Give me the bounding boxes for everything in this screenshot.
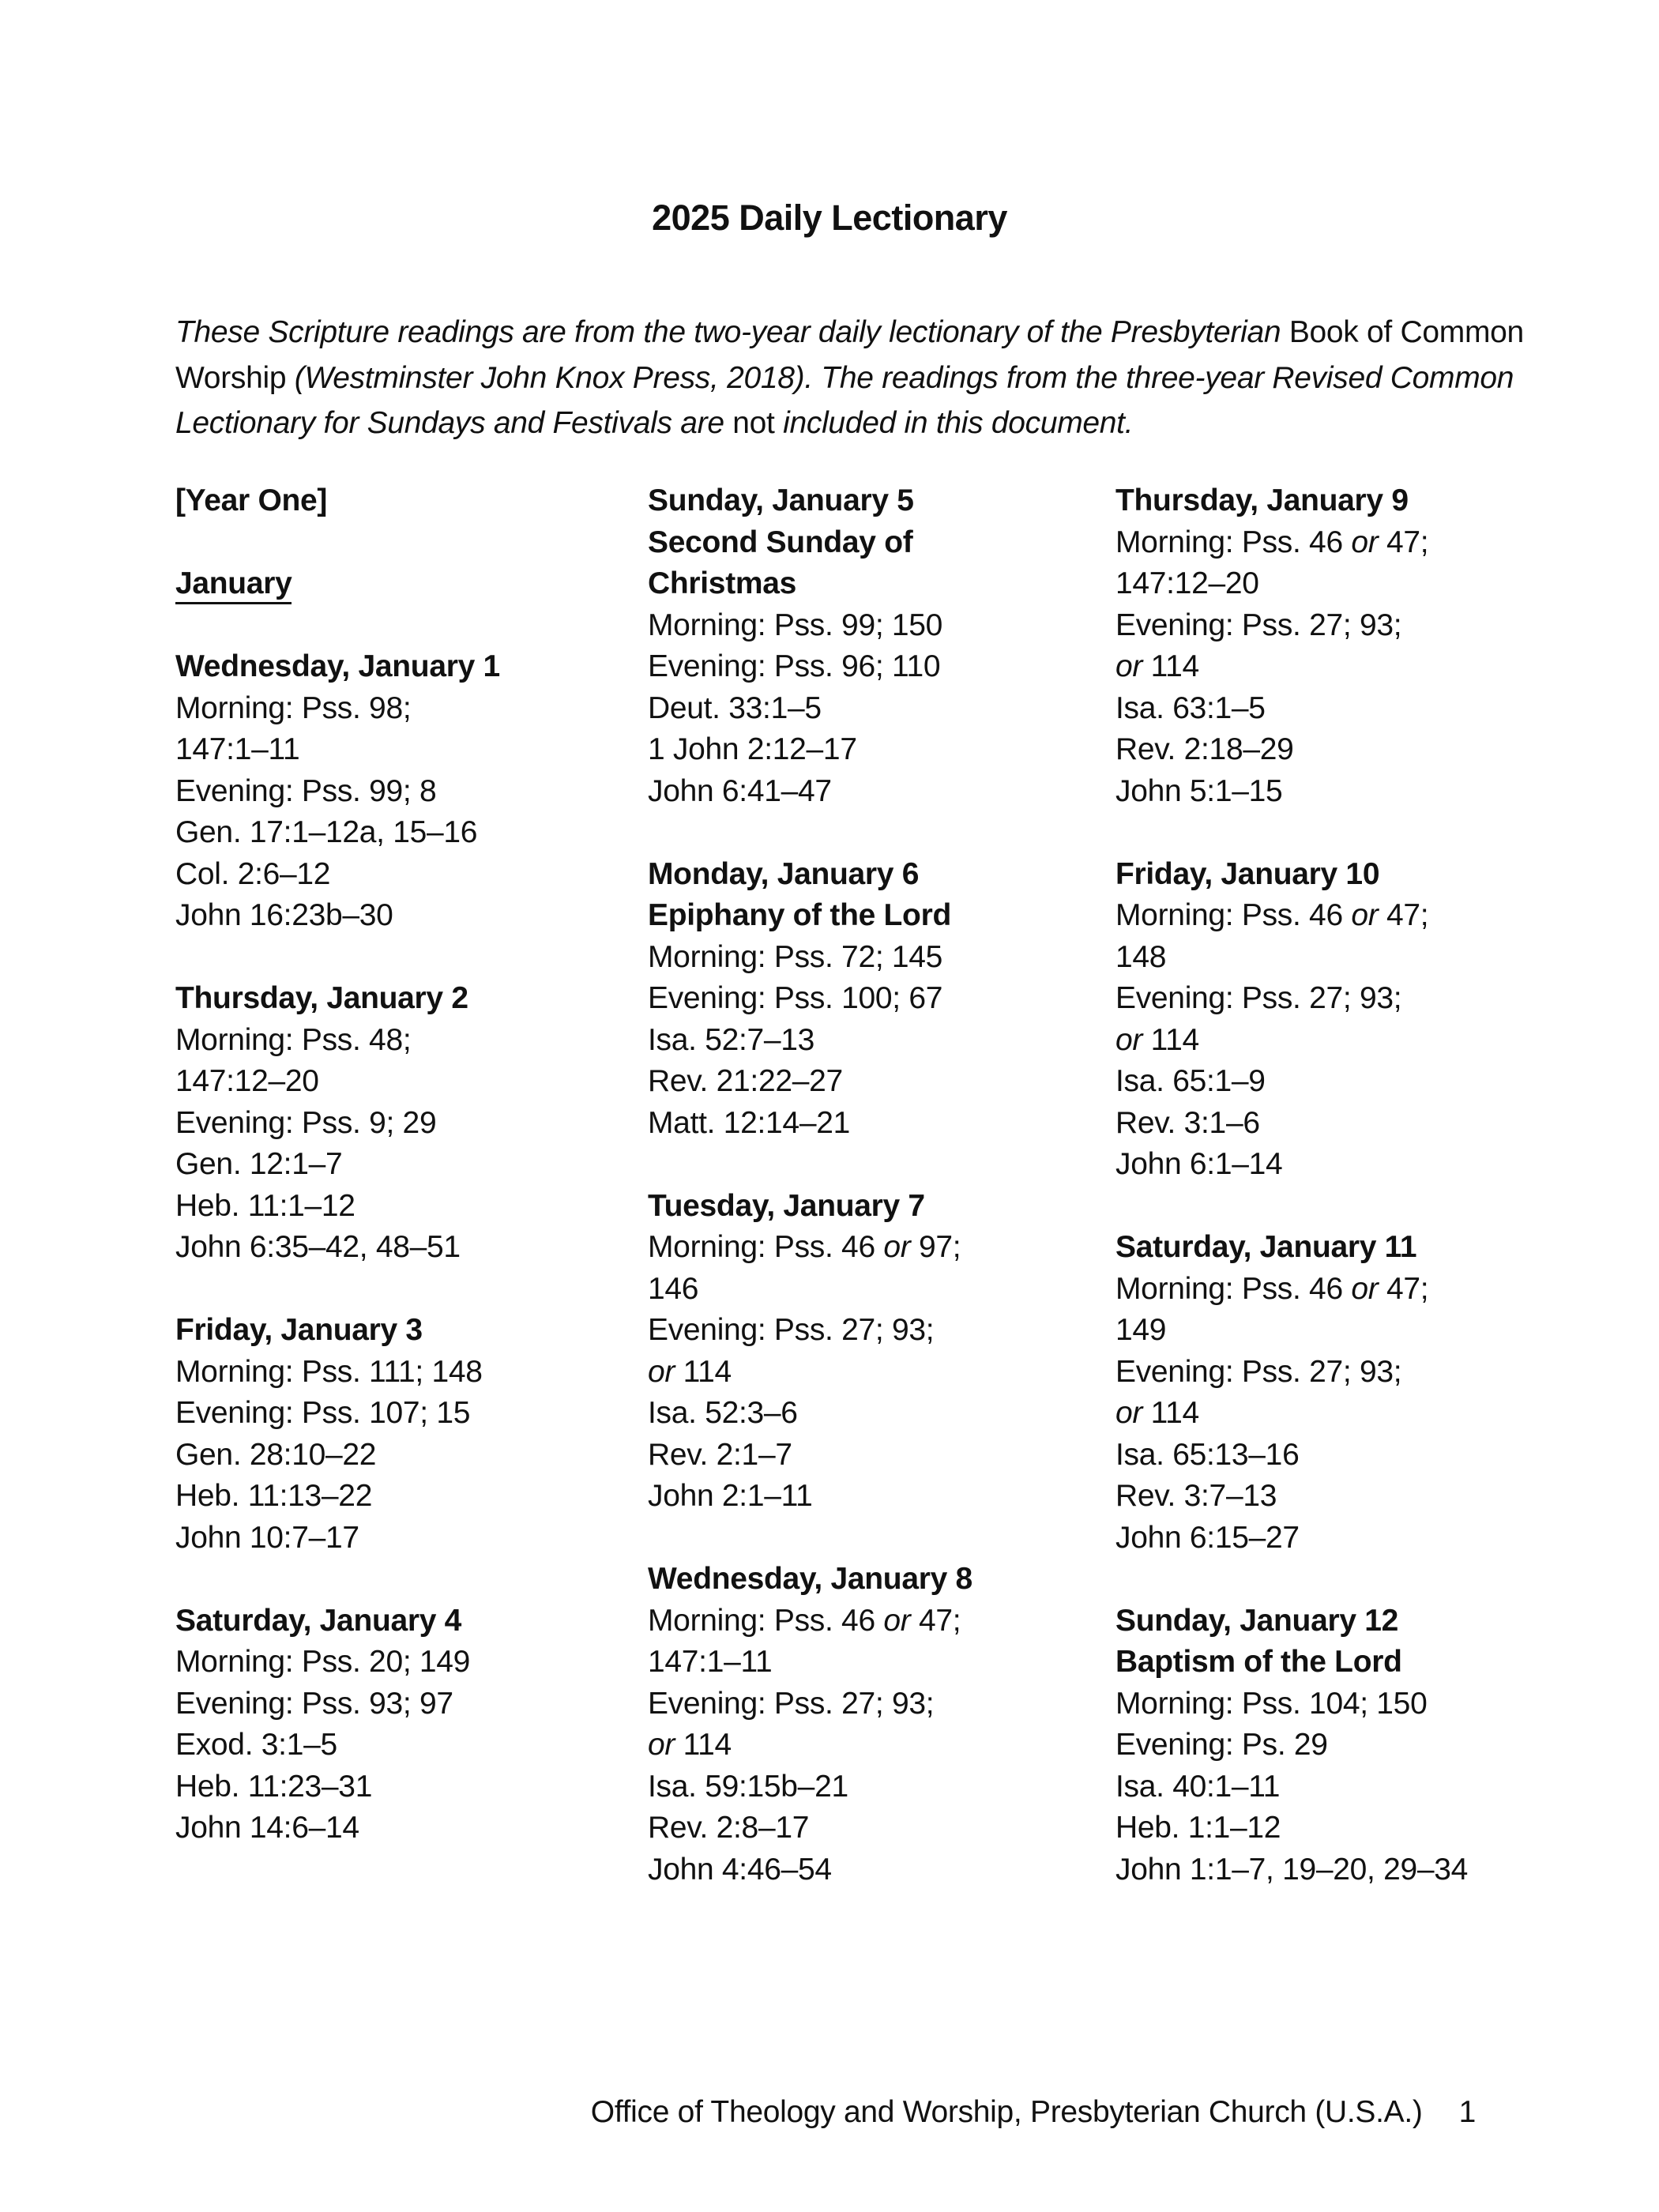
reading-line: or 114: [1115, 1396, 1199, 1430]
day-heading: Saturday, January 4: [175, 1603, 462, 1638]
reading-line: Morning: Pss. 46 or 47;: [1115, 525, 1429, 559]
year-label-block: [175, 480, 634, 522]
or-conjunction: or: [648, 1728, 675, 1762]
day-heading: Thursday, January 2: [175, 981, 468, 1015]
reading-line: Evening: Ps. 29: [1115, 1728, 1328, 1762]
day-block: [1115, 854, 1574, 1186]
reading-line: Isa. 63:1–5: [1115, 690, 1266, 725]
reading-line: Rev. 2:1–7: [648, 1437, 792, 1472]
or-conjunction: or: [883, 1603, 911, 1638]
intro-roman-segment: Worship: [175, 360, 295, 395]
month-heading-block: [175, 563, 634, 605]
day-heading: Tuesday, January 7: [648, 1188, 925, 1223]
reading-line: Morning: Pss. 72; 145: [648, 939, 943, 974]
month-heading: [175, 563, 634, 605]
day-heading: Epiphany of the Lord: [648, 898, 951, 932]
or-conjunction: or: [648, 1354, 675, 1389]
reading-line: 147:12–20: [1115, 566, 1259, 600]
reading-line: Evening: Pss. 9; 29: [175, 1105, 437, 1140]
reading-line: John 14:6–14: [175, 1811, 359, 1845]
day-heading: Sunday, January 5: [648, 483, 914, 517]
reading-line: John 6:15–27: [1115, 1520, 1300, 1555]
column-3: [1115, 480, 1574, 1932]
day-block: [175, 646, 634, 937]
day-block: [1115, 1227, 1574, 1559]
or-conjunction: or: [1115, 649, 1143, 683]
reading-line: Isa. 52:7–13: [648, 1022, 815, 1057]
day-heading: Wednesday, January 8: [648, 1562, 972, 1596]
reading-line: Isa. 65:1–9: [1115, 1064, 1266, 1098]
column-1: [175, 480, 634, 1890]
day-heading: Sunday, January 12: [1115, 1603, 1399, 1638]
reading-line: Evening: Pss. 27; 93;: [1115, 981, 1402, 1015]
or-conjunction: or: [1351, 898, 1379, 932]
reading-line: Heb. 1:1–12: [1115, 1811, 1281, 1845]
reading-line: Evening: Pss. 107; 15: [175, 1396, 471, 1430]
reading-line: 147:1–11: [648, 1645, 773, 1679]
reading-line: John 1:1–7, 19–20, 29–34: [1115, 1852, 1469, 1887]
day-block: [648, 1186, 1106, 1518]
intro-line: [175, 356, 1518, 401]
reading-line: John 16:23b–30: [175, 898, 393, 932]
reading-line: Morning: Pss. 20; 149: [175, 1645, 471, 1679]
reading-line: Evening: Pss. 27; 93;: [648, 1686, 935, 1721]
reading-line: or 114: [1115, 649, 1199, 683]
reading-line: Evening: Pss. 99; 8: [175, 773, 437, 808]
column-2: [648, 480, 1106, 1932]
day-block: [648, 854, 1106, 1145]
reading-line: John 6:41–47: [648, 773, 832, 808]
day-block: [175, 978, 634, 1269]
intro-italic-segment: These Scripture readings are from the two-year daily lectionary of the Presbyterian: [175, 315, 1289, 349]
reading-line: 149: [1115, 1313, 1167, 1347]
day-heading: Second Sunday of: [648, 525, 913, 559]
page-title: 2025 Daily Lectionary: [652, 198, 1007, 238]
day-block: [1115, 480, 1574, 812]
reading-line: 146: [648, 1271, 699, 1306]
footer-text: Office of Theology and Worship, Presbyterian Church (U.S.A.): [590, 2095, 1423, 2129]
reading-line: Rev. 3:7–13: [1115, 1479, 1277, 1513]
reading-line: Isa. 52:3–6: [648, 1396, 798, 1430]
intro-line: [175, 401, 1518, 446]
reading-line: Heb. 11:23–31: [175, 1769, 373, 1804]
reading-line: Morning: Pss. 104; 150: [1115, 1686, 1428, 1721]
reading-line: or 114: [1115, 1022, 1199, 1057]
reading-line: or 114: [648, 1728, 732, 1762]
day-block: [1115, 1601, 1574, 1891]
or-conjunction: or: [1351, 1271, 1379, 1306]
reading-line: Gen. 28:10–22: [175, 1437, 377, 1472]
intro-italic-segment: (Westminster John Knox Press, 2018). The readings from the three-year Revised Common: [294, 360, 1514, 395]
intro-paragraph: [175, 310, 1524, 446]
reading-line: Evening: Pss. 27; 93;: [1115, 608, 1402, 642]
intro-roman-segment: Book of Common: [1288, 315, 1524, 349]
reading-line: John 6:35–42, 48–51: [175, 1230, 461, 1264]
reading-line: John 4:46–54: [648, 1852, 832, 1887]
intro-italic-segment: included in this document.: [774, 406, 1134, 440]
reading-line: Rev. 21:22–27: [648, 1064, 843, 1098]
reading-line: 147:12–20: [175, 1064, 319, 1098]
month-label: January: [175, 566, 292, 604]
reading-line: Isa. 59:15b–21: [648, 1769, 848, 1804]
reading-line: Heb. 11:1–12: [175, 1188, 356, 1223]
day-heading: Thursday, January 9: [1115, 483, 1409, 517]
reading-line: Morning: Pss. 99; 150: [648, 608, 943, 642]
reading-line: John 2:1–11: [648, 1479, 813, 1513]
day-heading: Wednesday, January 1: [175, 649, 500, 683]
reading-line: 1 John 2:12–17: [648, 732, 857, 766]
intro-roman-segment: not: [732, 406, 775, 440]
reading-line: Deut. 33:1–5: [648, 690, 822, 725]
day-heading: Friday, January 3: [175, 1313, 423, 1347]
reading-line: Evening: Pss. 93; 97: [175, 1686, 453, 1721]
or-conjunction: or: [1351, 525, 1379, 559]
intro-italic-segment: Lectionary for Sundays and Festivals are: [175, 406, 733, 440]
reading-line: Rev. 3:1–6: [1115, 1105, 1260, 1140]
reading-line: Morning: Pss. 111; 148: [175, 1354, 483, 1389]
day-heading: Monday, January 6: [648, 856, 920, 891]
or-conjunction: or: [883, 1230, 911, 1264]
or-conjunction: or: [1115, 1022, 1143, 1057]
year-label: [Year One]: [175, 483, 328, 517]
reading-line: Morning: Pss. 46 or 97;: [648, 1230, 961, 1264]
reading-line: Isa. 65:13–16: [1115, 1437, 1300, 1472]
reading-line: Isa. 40:1–11: [1115, 1769, 1281, 1804]
reading-line: Morning: Pss. 48;: [175, 1022, 412, 1057]
day-heading: Friday, January 10: [1115, 856, 1380, 891]
reading-line: Evening: Pss. 96; 110: [648, 649, 941, 683]
day-heading: Baptism of the Lord: [1115, 1645, 1402, 1679]
day-block: [648, 1559, 1106, 1890]
reading-line: John 10:7–17: [175, 1520, 359, 1555]
reading-line: Exod. 3:1–5: [175, 1728, 337, 1762]
reading-line: Rev. 2:18–29: [1115, 732, 1294, 766]
reading-line: Gen. 12:1–7: [175, 1147, 343, 1181]
page-number: 1: [1458, 2095, 1476, 2129]
reading-line: or 114: [648, 1354, 732, 1389]
or-conjunction: or: [1115, 1396, 1143, 1430]
day-heading: Christmas: [648, 566, 797, 600]
footer: [591, 2095, 1476, 2130]
intro-line: [175, 310, 1524, 356]
day-block: [175, 1310, 634, 1559]
reading-line: Matt. 12:14–21: [648, 1105, 850, 1140]
day-block: [648, 480, 1106, 812]
day-block: [175, 1601, 634, 1849]
reading-line: John 6:1–14: [1115, 1147, 1283, 1181]
reading-line: Col. 2:6–12: [175, 856, 331, 891]
reading-line: Rev. 2:8–17: [648, 1811, 810, 1845]
reading-line: Evening: Pss. 27; 93;: [648, 1313, 935, 1347]
reading-line: Morning: Pss. 46 or 47;: [1115, 898, 1429, 932]
reading-line: Gen. 17:1–12a, 15–16: [175, 815, 478, 849]
reading-line: Morning: Pss. 98;: [175, 690, 412, 725]
reading-line: Morning: Pss. 46 or 47;: [1115, 1271, 1429, 1306]
reading-line: 147:1–11: [175, 732, 300, 766]
reading-line: Morning: Pss. 46 or 47;: [648, 1603, 961, 1638]
reading-line: Heb. 11:13–22: [175, 1479, 373, 1513]
reading-line: Evening: Pss. 100; 67: [648, 981, 943, 1015]
reading-line: Evening: Pss. 27; 93;: [1115, 1354, 1402, 1389]
reading-line: John 5:1–15: [1115, 773, 1283, 808]
day-heading: Saturday, January 11: [1115, 1230, 1417, 1264]
reading-line: 148: [1115, 939, 1167, 974]
